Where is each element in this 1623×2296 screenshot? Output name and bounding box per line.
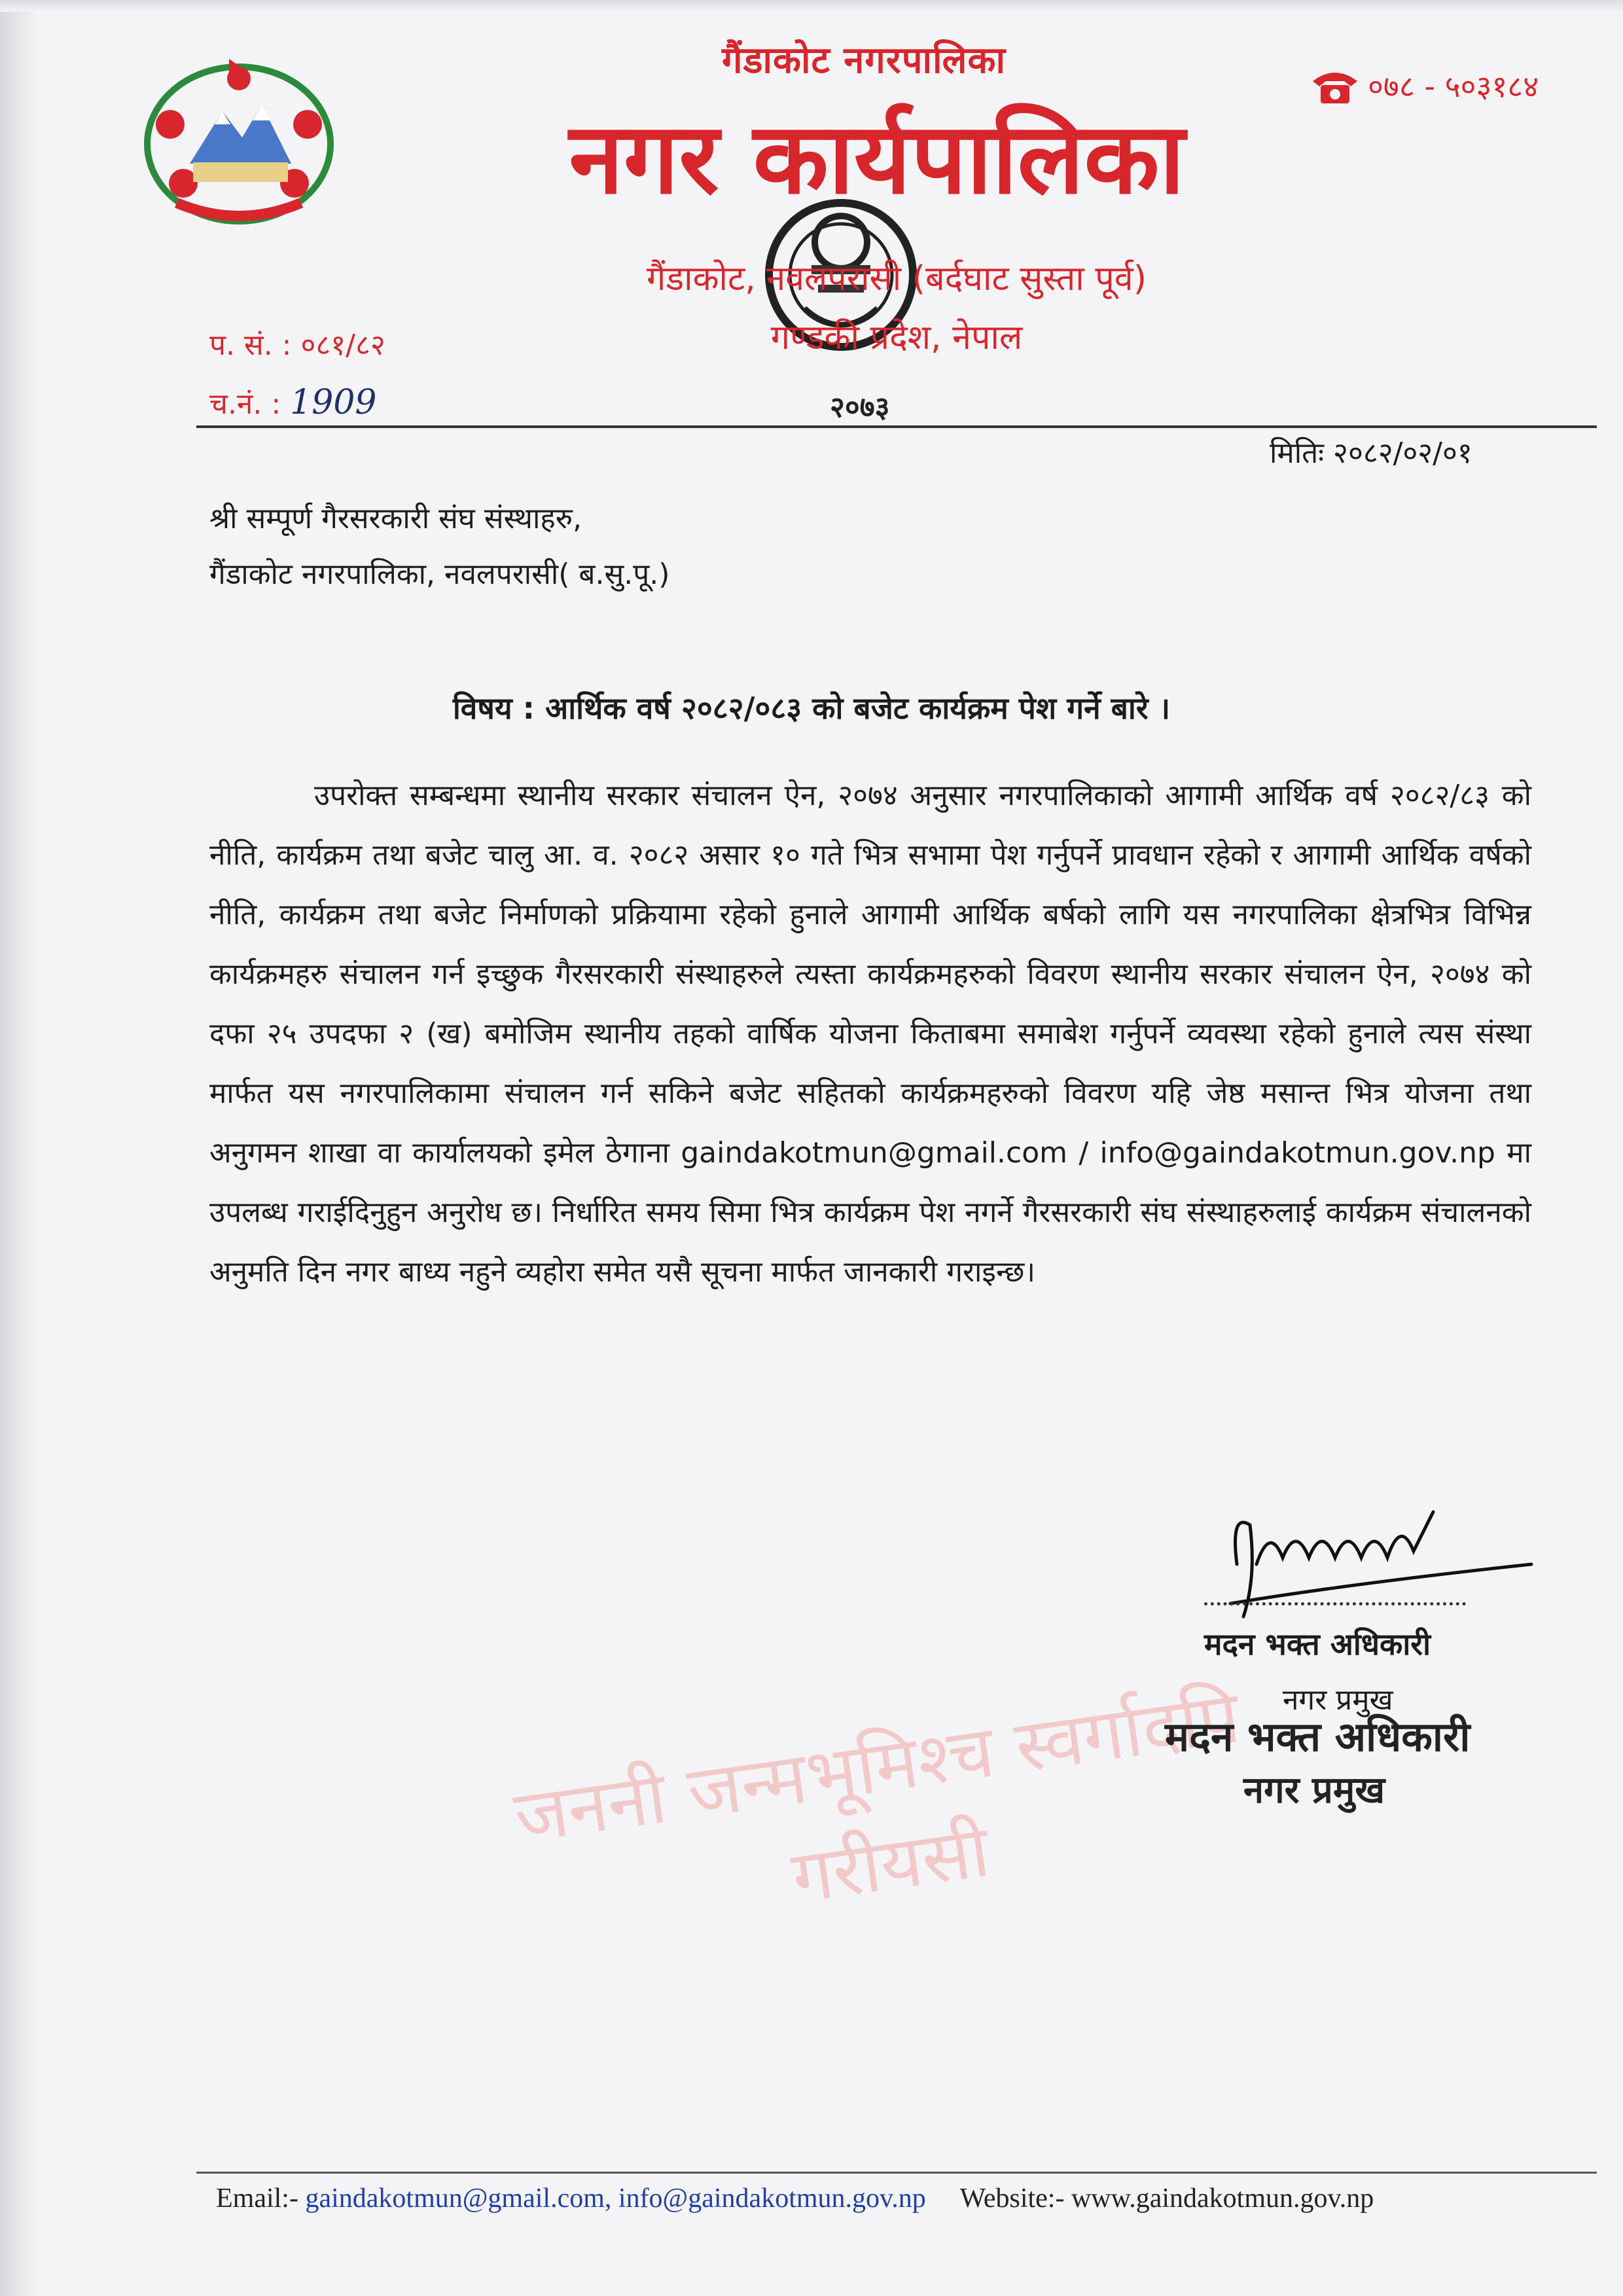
recipient-line-1: श्री सम्पूर्ण गैरसरकारी संघ संस्थाहरु, [209, 502, 582, 535]
signature-line [1204, 1602, 1466, 1605]
cn-label: च.नं. : [209, 387, 281, 421]
office-title: नगर कार्यपालिका [569, 102, 1185, 216]
email-link-2[interactable]: info@gaindakotmun.gov.np [618, 2183, 926, 2214]
address-line-2: गण्डकी प्रदेश, नेपाल [770, 318, 1023, 357]
reference-ps [209, 324, 385, 363]
header-divider [196, 425, 1597, 428]
watermark-motto: जननी जन्मभूमिश्च स्वर्गादपि गरीयसी [509, 1674, 1245, 1920]
ps-label: प. सं. : [209, 329, 292, 362]
website-label: Website:- [959, 2183, 1065, 2214]
page-top-edge [0, 0, 1623, 12]
seal-year: २०७३ [830, 391, 890, 424]
signatory-name: मदन भक्त अधिकारी [1204, 1626, 1431, 1662]
phone-icon [1309, 67, 1361, 106]
letter-body: उपरोक्त सम्बन्धमा स्थानीय सरकार संचालन ऐन, २०७४ अनुसार नगरपालिकाको आगामी आर्थिक वर्ष २०८२/८३ को नीति, कार्यक्रम तथा बजेट चालु आ. व. २०८२ असार १० गते भित्र सभामा पेश गर्नुपर्ने प्रावधान रहेको र आगामी आर्थिक वर्षको नीति, कार्यक्रम तथा बजेट निर्माणको प्रक्रियामा रहेको हुनाले आगामी आर्थिक बर्षको लागि यस नगरपालिका क्षेत्रभित्र विभिन्न कार्यक्रमहरु संचालन गर्न इच्छुक गैरसरकारी संस्थाहरुले त्यस्ता कार्यक्रमहरुको विवरण स्थानीय सरकार संचालन ऐन, २०७४ को दफा २५ उपदफा २ (ख) बमोजिम स्थानीय तहको वार्षिक योजना किताबमा समाबेश गर्नुपर्ने व्यवस्था रहेको हुनाले त्यस संस्था मार्फत यस नगरपालिकामा संचालन गर्न सकिने बजेट सहितको कार्यक्रमहरुको विवरण यहि जेष्ठ मसान्त भित्र योजना तथा अनुगमन शाखा वा कार्यालयको इमेल ठेगाना gaindakotmun@gmail.com / info@gaindakotmun.gov.np मा उपलब्ध गराईदिनुहुन अनुरोध छ। निर्धारित समय सिमा भित्र कार्यक्रम पेश नगर्ने गैरसरकारी संघ संस्थाहरुलाई कार्यक्रम संचालनको अनुमति दिन नगर बाध्य नहुने व्यहोरा समेत यसै सूचना मार्फत जानकारी गराइन्छ। [209, 779, 1531, 1289]
stamp-title: नगर प्रमुख [1243, 1769, 1385, 1812]
municipality-name: गैंडाकोट नगरपालिका [721, 39, 1007, 82]
footer-divider [196, 2172, 1597, 2174]
cn-value: 1909 [290, 383, 377, 422]
letter-date: मितिः २०८२/०२/०१ [1270, 437, 1472, 470]
ps-value: ०८१/८२ [300, 329, 385, 362]
letter-subject: विषय : आर्थिक वर्ष २०८२/०८३ को बजेट कार्यक्रम पेश गर्ने बारे । [452, 691, 1171, 726]
reference-cn [209, 383, 377, 422]
page-shadow-edge [0, 0, 39, 2296]
email-label: Email:- [216, 2183, 298, 2214]
footer-contact [216, 2183, 1590, 2214]
address-line-1: गैंडाकोट, नवलपरासी (बर्दघाट सुस्ता पूर्व) [647, 259, 1147, 298]
website-link[interactable]: www.gaindakotmun.gov.np [1071, 2183, 1374, 2214]
recipient-line-2: गैंडाकोट नगरपालिका, नवलपरासी( ब.सु.पू.) [209, 558, 670, 591]
signatory-title: नगर प्रमुख [1283, 1683, 1393, 1717]
stamp-name: मदन भक्त अधिकारी [1165, 1713, 1471, 1761]
nepal-emblem-icon [131, 52, 347, 236]
signature-mark [1217, 1486, 1538, 1630]
phone-number: ०७८ - ५०३१८४ [1368, 69, 1539, 104]
email-link-1[interactable]: gaindakotmun@gmail.com, [305, 2183, 612, 2214]
